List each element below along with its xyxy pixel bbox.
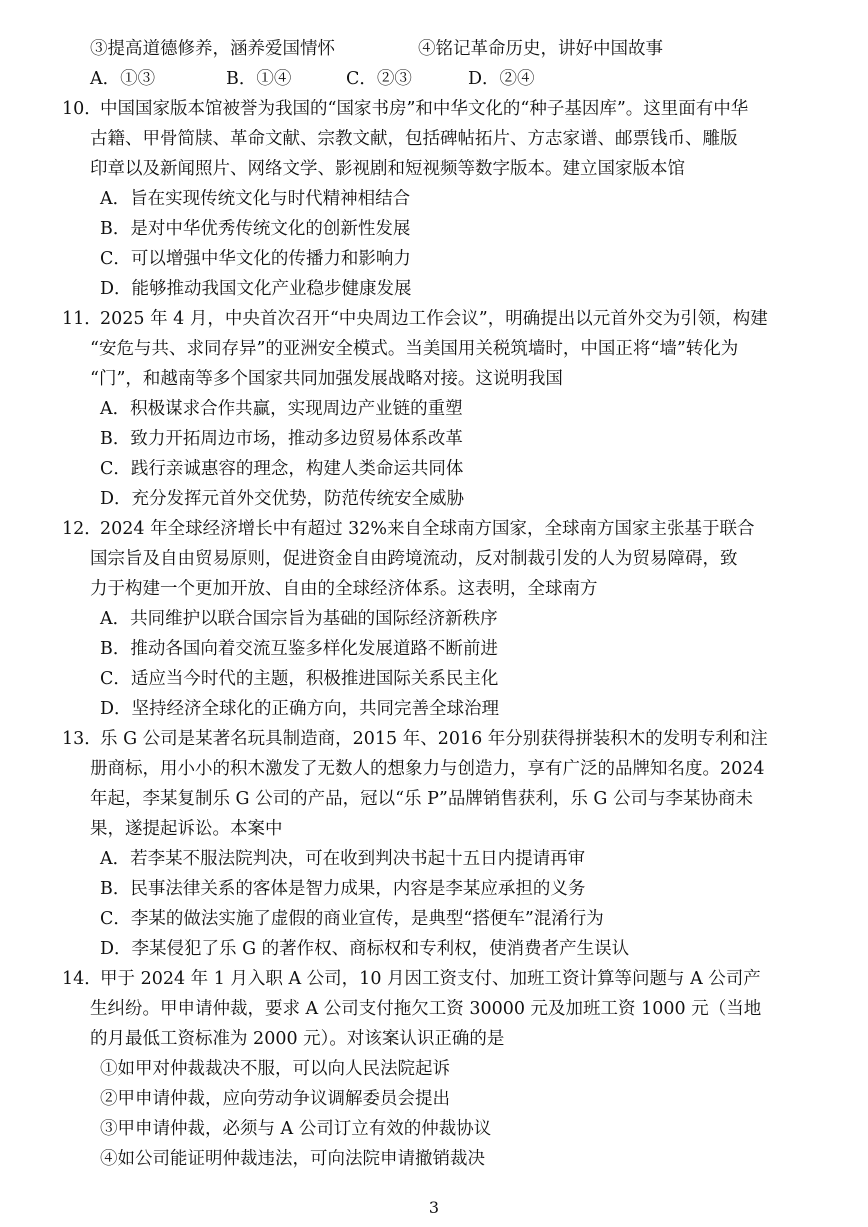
- q11-option-b[interactable]: B．致力开拓周边市场，推动多边贸易体系改革: [100, 429, 463, 449]
- q13-option-d[interactable]: D．李某侵犯了乐 G 的著作权、商标权和专利权，使消费者产生误认: [100, 939, 630, 959]
- q14-statement-1: ①如甲对仲裁裁决不服，可以向人民法院起诉: [100, 1059, 450, 1079]
- q14-number: 14．: [62, 969, 102, 989]
- q11-stem-line: “安危与共、求同存异”的亚洲安全模式。当美国用关税筑墙时，中国正将“墙”转化为: [90, 339, 739, 359]
- q10-option-a[interactable]: A．旨在实现传统文化与时代精神相结合: [100, 189, 411, 209]
- q13-stem-line: 乐 G 公司是某著名玩具制造商，2015 年、2016 年分别获得拼装积木的发明专利和注: [100, 729, 768, 749]
- q14-statement-3: ③甲申请仲裁，必须与 A 公司订立有效的仲裁协议: [100, 1119, 492, 1139]
- q13-stem-line: 果，遂提起诉讼。本案中: [90, 819, 283, 839]
- q14-stem-line: 生纠纷。甲申请仲裁，要求 A 公司支付拖欠工资 30000 元及加班工资 1000 元（当地: [90, 999, 762, 1019]
- q11-option-a[interactable]: A．积极谋求合作共赢，实现周边产业链的重塑: [100, 399, 463, 419]
- q12-option-b[interactable]: B．推动各国向着交流互鉴多样化发展道路不断前进: [100, 639, 498, 659]
- q14-stem-line: 的月最低工资标准为 2000 元）。对该案认识正确的是: [90, 1029, 505, 1049]
- q13-option-a[interactable]: A．若李某不服法院判决，可在收到判决书起十五日内提请再审: [100, 849, 586, 869]
- q12-stem-line: 力于构建一个更加开放、自由的全球经济体系。这表明，全球南方: [90, 579, 598, 599]
- q13-option-c[interactable]: C．李某的做法实施了虚假的商业宣传，是典型“搭便车”混淆行为: [100, 909, 604, 929]
- page-number: 3: [428, 1198, 440, 1217]
- q13-number: 13．: [62, 729, 102, 749]
- q11-stem-line: 2025 年 4 月，中央首次召开“中央周边工作会议”，明确提出以元首外交为引领，构建: [100, 309, 768, 329]
- q12-stem-line: 2024 年全球经济增长中有超过 32%来自全球南方国家，全球南方国家主张基于联合: [100, 519, 755, 539]
- q10-option-d[interactable]: D．能够推动我国文化产业稳步健康发展: [100, 279, 412, 299]
- q11-stem-line: “门”，和越南等多个国家共同加强发展战略对接。这说明我国: [90, 369, 563, 389]
- q11-number: 11．: [62, 309, 102, 329]
- q12-number: 12．: [62, 519, 102, 539]
- q13-option-b[interactable]: B．民事法律关系的客体是智力成果，内容是李某应承担的义务: [100, 879, 586, 899]
- q14-stem-line: 甲于 2024 年 1 月入职 A 公司，10 月因工资支付、加班工资计算等问题与 A 公司产: [100, 969, 761, 989]
- q9-statement-4: ④铭记革命历史，讲好中国故事: [418, 39, 663, 59]
- q9-option-d[interactable]: D．②④: [468, 69, 535, 89]
- q12-option-a[interactable]: A．共同维护以联合国宗旨为基础的国际经济新秩序: [100, 609, 498, 629]
- q12-option-d[interactable]: D．坚持经济全球化的正确方向，共同完善全球治理: [100, 699, 500, 719]
- q12-option-c[interactable]: C．适应当今时代的主题，积极推进国际关系民主化: [100, 669, 499, 689]
- q10-stem-line: 中国国家版本馆被誉为我国的“国家书房”和中华文化的“种子基因库”。这里面有中华: [100, 99, 749, 119]
- q13-stem-line: 年起，李某复制乐 G 公司的产品，冠以“乐 P”品牌销售获利，乐 G 公司与李某协商未: [90, 789, 753, 809]
- q10-option-b[interactable]: B．是对中华优秀传统文化的创新性发展: [100, 219, 411, 239]
- q10-number: 10．: [62, 99, 102, 119]
- q9-option-a[interactable]: A．①③: [90, 69, 156, 89]
- q9-statement-3: ③提高道德修养，涵养爱国情怀: [90, 39, 335, 59]
- q11-option-c[interactable]: C．践行亲诚惠容的理念，构建人类命运共同体: [100, 459, 464, 479]
- q11-option-d[interactable]: D．充分发挥元首外交优势，防范传统安全威胁: [100, 489, 465, 509]
- q9-option-c[interactable]: C．②③: [346, 69, 412, 89]
- q14-statement-4: ④如公司能证明仲裁违法，可向法院申请撤销裁决: [100, 1149, 485, 1169]
- q12-stem-line: 国宗旨及自由贸易原则，促进资金自由跨境流动，反对制裁引发的人为贸易障碍，致: [90, 549, 738, 569]
- q10-stem-line: 古籍、甲骨简牍、革命文献、宗教文献，包括碑帖拓片、方志家谱、邮票钱币、雕版: [90, 129, 738, 149]
- q13-stem-line: 册商标，用小小的积木激发了无数人的想象力与创造力，享有广泛的品牌知名度。2024: [90, 759, 765, 779]
- q10-stem-line: 印章以及新闻照片、网络文学、影视剧和短视频等数字版本。建立国家版本馆: [90, 159, 685, 179]
- q9-option-b[interactable]: B．①④: [226, 69, 292, 89]
- q10-option-c[interactable]: C．可以增强中华文化的传播力和影响力: [100, 249, 411, 269]
- q14-statement-2: ②甲申请仲裁，应向劳动争议调解委员会提出: [100, 1089, 450, 1109]
